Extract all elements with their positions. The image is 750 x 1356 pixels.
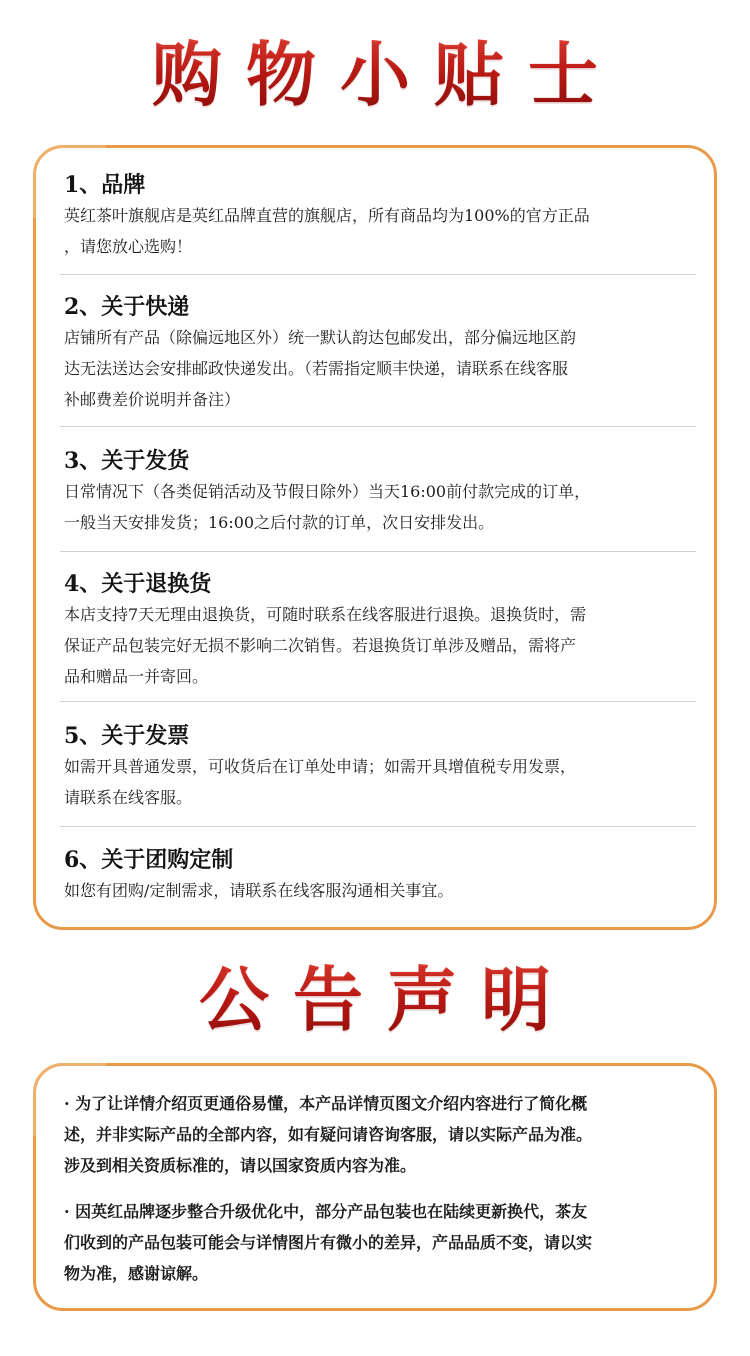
notice-line: · 因英红品牌逐步整合升级优化中，部分产品包装也在陆续更新换代，茶友 xyxy=(64,1202,588,1221)
tip-line: 品和赠品一并寄回。 xyxy=(64,667,209,686)
tip-group-order xyxy=(64,845,696,906)
tip-body xyxy=(64,476,696,538)
divider xyxy=(60,274,696,275)
tip-body xyxy=(64,322,696,415)
tip-line: 保证产品包装完好无损不影响二次销售。若退换货订单涉及赠品，需将产 xyxy=(64,636,577,655)
notice-line: 们收到的产品包装可能会与详情图片有微小的差异，产品品质不变，请以实 xyxy=(64,1233,593,1252)
tip-line: 本店支持7天无理由退换货，可随时联系在线客服进行退换。退换货时，需 xyxy=(64,605,587,624)
notice-line: 涉及到相关资质标准的，请以国家资质内容为准。 xyxy=(64,1156,417,1175)
notice-line: 述，并非实际产品的全部内容，如有疑问请咨询客服，请以实际产品为准。 xyxy=(64,1125,593,1144)
notice-item xyxy=(64,1088,696,1181)
tip-delivery xyxy=(64,292,696,415)
tip-line: ，请您放心选购！ xyxy=(64,237,193,256)
tip-body xyxy=(64,599,696,692)
divider xyxy=(60,426,696,427)
tip-returns xyxy=(64,569,696,692)
tip-line: 补邮费差价说明并备注） xyxy=(64,390,241,409)
tip-line: 日常情况下（各类促销活动及节假日除外）当天16:00前付款完成的订单， xyxy=(64,482,591,501)
tip-shipping xyxy=(64,446,696,538)
divider xyxy=(60,701,696,702)
tip-title: 1、品牌 xyxy=(64,172,146,198)
tip-line: 请联系在线客服。 xyxy=(64,788,193,807)
tip-line: 英红茶叶旗舰店是英红品牌直营的旗舰店，所有商品均为100%的官方正品 xyxy=(64,206,590,225)
tip-brand xyxy=(64,170,696,262)
tip-body xyxy=(64,875,696,906)
tip-title: 5、关于发票 xyxy=(64,723,190,749)
tip-body xyxy=(64,751,696,813)
tip-invoice xyxy=(64,721,696,813)
tip-line: 如需开具普通发票，可收货后在订单处申请；如需开具增值税专用发票， xyxy=(64,757,577,776)
tip-title: 4、关于退换货 xyxy=(64,571,212,597)
tip-line: 店铺所有产品（除偏远地区外）统一默认韵达包邮发出，部分偏远地区韵 xyxy=(64,328,577,347)
notice-card xyxy=(33,1063,717,1311)
shopping-tips-title: 购物小贴士 xyxy=(0,30,750,120)
tip-line: 如您有团购/定制需求，请联系在线客服沟通相关事宜。 xyxy=(64,881,454,900)
tip-title: 2、关于快递 xyxy=(64,294,190,320)
shopping-tips-card xyxy=(33,145,717,930)
notice-item xyxy=(64,1196,696,1289)
notice-line: · 为了让详情介绍页更通俗易懂，本产品详情页图文介绍内容进行了简化概 xyxy=(64,1094,588,1113)
tip-line: 一般当天安排发货；16:00之后付款的订单，次日安排发出。 xyxy=(64,513,495,532)
tip-title: 6、关于团购定制 xyxy=(64,847,234,873)
tip-title: 3、关于发货 xyxy=(64,448,190,474)
divider xyxy=(60,551,696,552)
tip-body xyxy=(64,200,696,262)
tip-line: 达无法送达会安排邮政快递发出。（若需指定顺丰快递，请联系在线客服 xyxy=(64,359,569,378)
notice-title: 公告声明 xyxy=(0,950,750,1050)
divider xyxy=(60,826,696,827)
notice-line: 物为准，感谢谅解。 xyxy=(64,1264,209,1283)
